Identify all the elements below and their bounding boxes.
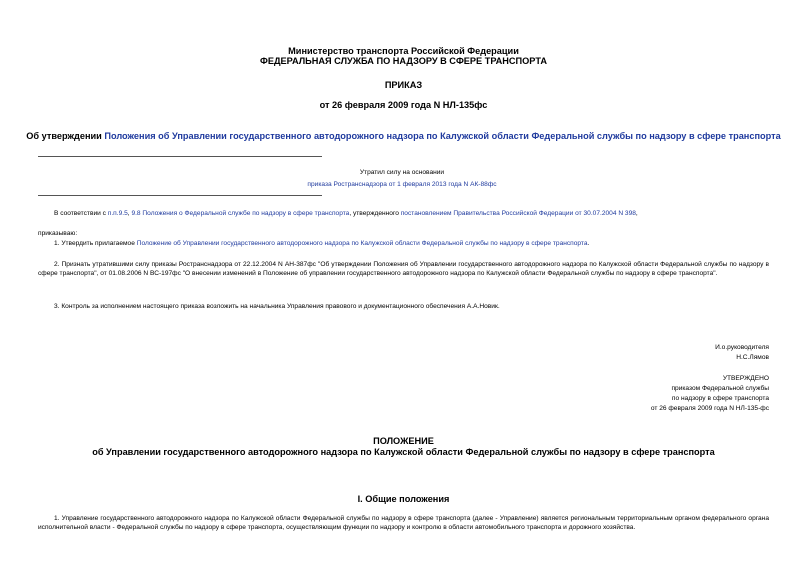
divider-bottom [38,195,322,196]
approval-line-4: от 26 февраля 2009 года N НЛ-135-фс [650,405,769,412]
signature-role: И.о.руководителя [715,344,769,351]
item-1-link[interactable]: Положение об Управлении государственного автодорожного надзора по Калужской области Федеральной службы по надзору в сфере транспорта [136,240,588,247]
regulation-subtitle: об Управлении государственного автодорожного надзора по Калужской области Федеральной службы по надзору в сфере транспорта [92,447,715,457]
preamble-text-4: , [635,210,638,217]
preamble-link-2[interactable]: 9.8 Положения о Федеральной службе по надзору в сфере транспорта [131,210,350,217]
preamble-link-1[interactable]: п.п.9.5 [107,210,128,217]
document-title [20,130,787,142]
signature-name: Н.С.Лямов [736,354,769,361]
order-word: приказываю: [38,230,78,237]
preamble [54,209,774,218]
regulation-title: ПОЛОЖЕНИЕ [373,436,434,446]
preamble-text-2: , [127,210,132,217]
status-line: Утратил силу на основании [359,169,445,176]
title-link[interactable]: Положения об Управлении государственного автодорожного надзора по Калужской области Федеральной службы по надзору в сфере транспорта [104,131,781,141]
regulation-paragraph-1: 1. Управление государственного автодорожного надзора по Калужской области Федеральной службы по надзору в сфере транспорта (далее - Управление) является региональным территориальным органом федерального органа исполнительной власти - Федеральной службы по надзору в сфере транспорта, осуществляющим функции по надзору и контролю в области автомобильного транспорта и дорожного хозяйства. [38,515,769,532]
header-ministry: Министерство транспорта Российской Федерации [288,46,519,56]
title-prefix: Об утверждении [26,131,105,141]
preamble-text-1: В соответствии с [54,210,108,217]
approval-title: УТВЕРЖДЕНО [722,375,769,382]
item-1 [54,239,774,248]
doc-type: ПРИКАЗ [384,80,423,90]
approval-line-2: приказом Федеральной службы [671,385,769,392]
item-1-suffix: . [587,240,590,247]
section-heading: I. Общие положения [357,494,450,504]
item-3: 3. Контроль за исполнением настоящего приказа возложить на начальника Управления правового и документационного обеспечения А.А.Новик. [54,303,500,310]
header-service: ФЕДЕРАЛЬНАЯ СЛУЖБА ПО НАДЗОРУ В СФЕРЕ ТРАНСПОРТА [260,56,547,66]
divider-top [38,156,322,157]
status-link[interactable]: приказа Ространснадзора от 1 февраля 2013 года N АК-88фс [307,181,497,188]
doc-date: от 26 февраля 2009 года N НЛ-135фс [319,100,488,110]
preamble-link-3[interactable]: постановлением Правительства Российской Федерации от 30.07.2004 N 398 [400,210,636,217]
preamble-text-3: , утвержденного [349,210,401,217]
approval-line-3: по надзору в сфере транспорта [671,395,769,402]
item-1-prefix: 1. Утвердить прилагаемое [54,240,137,247]
item-2: 2. Признать утратившими силу приказы Ространснадзора от 22.12.2004 N АН-387фс "Об утверждении Положения об Управлении государственного автодорожного надзора по Калужской области Федеральной службы по надзору в сфере транспорта", от 01.08.2006 N ВС-197фс "О внесении изменений в Положение об управлении государственного автодорожного надзора по Калужской области Федеральной службы по надзору в сфере транспорта". [38,261,769,278]
